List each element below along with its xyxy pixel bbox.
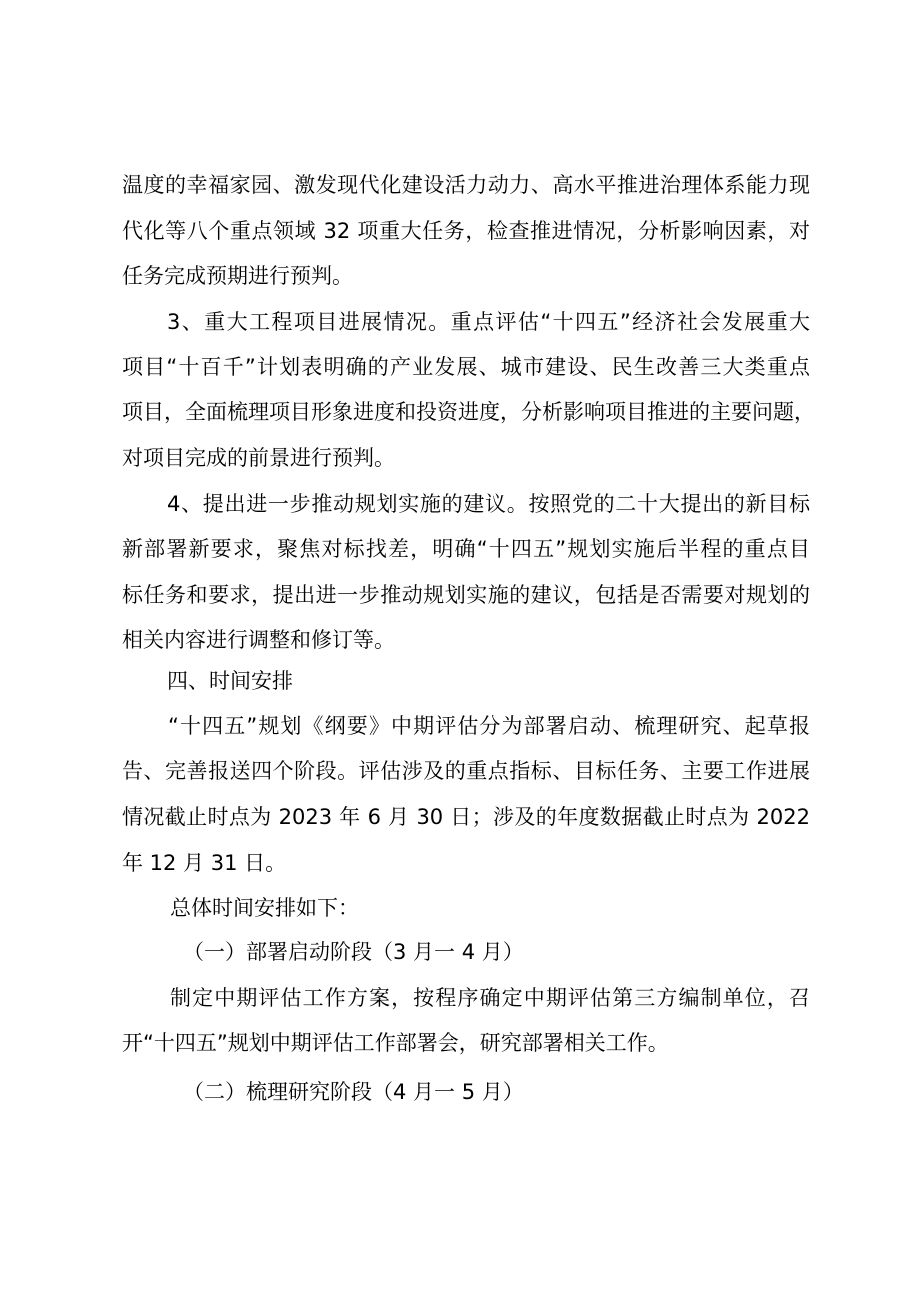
- paragraph-line: 情况截止时点为 2023 年 6 月 30 日；涉及的年度数据截止时点为 2022: [122, 805, 810, 829]
- paragraph-line: 代化等八个重点领域 32 项重大任务，检查推进情况，分析影响因素，对: [122, 219, 810, 243]
- paragraph-line: 标任务和要求，提出进一步推动规划实施的建议，包括是否需要对规划的: [122, 583, 810, 607]
- paragraph-line: 任务完成预期进行预判。: [122, 264, 353, 288]
- paragraph-line: “十四五”规划《纲要》中期评估分为部署启动、梳理研究、起草报: [168, 714, 810, 738]
- item-4-heading-line: 4、提出进一步推动规划实施的建议。按照党的二十大提出的新目标: [167, 492, 810, 516]
- paragraph-line: 对项目完成的前景进行预判。: [122, 446, 395, 470]
- paragraph-line: 项目“十百千”计划表明确的产业发展、城市建设、民生改善三大类重点: [122, 355, 810, 379]
- paragraph-line: 总体时间安排如下：: [170, 896, 359, 920]
- subsection-heading: （一）部署启动阶段（3 月一 4 月）: [183, 940, 524, 964]
- paragraph-line: 项目，全面梳理项目形象进度和投资进度，分析影响项目推进的主要问题，: [122, 400, 815, 424]
- paragraph-line: 告、完善报送四个阶段。评估涉及的重点指标、目标任务、主要工作进展: [122, 759, 810, 783]
- section-heading: 四、时间安排: [167, 669, 293, 693]
- paragraph-line: 开“十四五”规划中期评估工作部署会，研究部署相关工作。: [122, 1031, 669, 1055]
- subsection-heading: （二）梳理研究阶段（4 月一 5 月）: [183, 1080, 524, 1104]
- item-3-heading-line: 3、重大工程项目进展情况。重点评估“十四五”经济社会发展重大: [167, 310, 810, 334]
- paragraph-line: 年 12 月 31 日。: [122, 851, 287, 875]
- paragraph-line: 新部署新要求，聚焦对标找差，明确“十四五”规划实施后半程的重点目: [122, 537, 810, 561]
- paragraph-line: 制定中期评估工作方案，按程序确定中期评估第三方编制单位，召: [170, 986, 810, 1010]
- paragraph-line: 温度的幸福家园、激发现代化建设活力动力、高水平推进治理体系能力现: [122, 173, 810, 197]
- paragraph-line: 相关内容进行调整和修订等。: [122, 628, 395, 652]
